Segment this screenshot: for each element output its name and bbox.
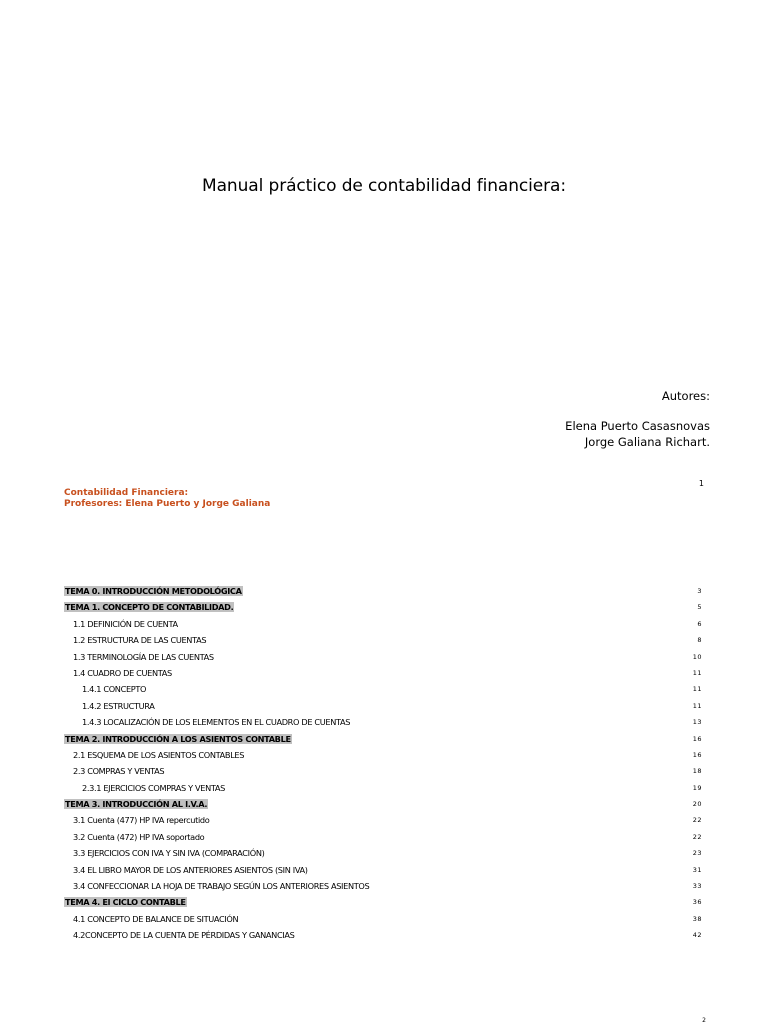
toc-entry-title: 4.2CONCEPTO DE LA CUENTA DE PÉRDIDAS Y GANANCIAS [73,930,295,941]
author-name: Elena Puerto Casasnovas [565,419,710,433]
toc-entry-page: 22 [692,832,702,841]
toc-entry-title: 1.4.1 CONCEPTO [82,684,147,695]
toc-entry-title: 3.4 EL LIBRO MAYOR DE LOS ANTERIORES ASIENTOS (SIN IVA) [73,864,308,875]
toc-entry-title: 1.4.3 LOCALIZACIÓN DE LOS ELEMENTOS EN EL CUADRO DE CUENTAS [82,717,351,728]
toc-entry[interactable] [64,797,704,813]
toc-entry[interactable] [64,879,704,895]
document-title: Manual práctico de contabilidad financiera: [202,176,566,196]
toc-entry[interactable] [64,863,704,879]
toc-entry-page: 36 [692,898,702,907]
toc-entry[interactable] [64,617,704,633]
toc-entry-page: 11 [692,668,702,677]
toc-entry-page: 22 [692,816,702,825]
toc-entry[interactable] [64,600,704,616]
toc-entry-title: TEMA 3. INTRODUCCIÓN AL I.V.A. [65,799,208,810]
page-number: 1 [698,479,704,488]
toc-entry-page: 33 [692,882,702,891]
toc-entry-title: TEMA 0. INTRODUCCIÓN METODOLÓGICA [65,586,242,596]
toc-entry[interactable] [64,584,704,600]
running-header [64,488,270,510]
toc-entry[interactable] [64,928,704,944]
toc-entry-title: 2.1 ESQUEMA DE LOS ASIENTOS CONTABLES [73,749,245,760]
toc-entry-title: 1.2 ESTRUCTURA DE LAS CUENTAS [73,635,207,646]
author-name: Jorge Galiana Richart. [584,435,710,449]
toc-entry-title: 1.3 TERMINOLOGÍA DE LAS CUENTAS [73,651,214,662]
toc-entry-page: 38 [692,914,702,923]
toc-entry-page: 18 [692,767,702,776]
toc-entry-page: 11 [692,685,702,694]
toc-entry-page: 5 [697,603,702,612]
toc-entry-title: 1.4 CUADRO DE CUENTAS [73,667,172,678]
toc-entry-title: 2.3 COMPRAS Y VENTAS [73,766,165,777]
cover-page [0,0,768,478]
toc-entry-page: 3 [697,587,702,595]
toc-entry-title: 1.4.2 ESTRUCTURA [82,700,155,711]
toc-entry-page: 6 [697,619,702,628]
table-of-contents [64,584,704,945]
toc-entry[interactable] [64,650,704,666]
toc-entry[interactable] [64,732,704,748]
toc-entry-title: 2.3.1 EJERCICIOS COMPRAS Y VENTAS [82,782,226,793]
toc-entry-page: 23 [692,849,702,858]
toc-entry[interactable] [64,682,704,698]
toc-entry-title: 3.4 CONFECCIONAR LA HOJA DE TRABAJO SEGÚN LOS ANTERIORES ASIENTOS [73,881,370,892]
page-number-fragment: 2 [702,1017,706,1024]
toc-entry-page: 13 [692,718,702,727]
authors-block [565,388,710,450]
toc-entry[interactable] [64,764,704,780]
toc-entry-title: 1.1 DEFINICIÓN DE CUENTA [73,618,178,629]
toc-entry[interactable] [64,748,704,764]
toc-entry-page: 20 [692,800,702,809]
toc-entry-title: 3.2 Cuenta (472) HP IVA soportado [73,831,205,842]
toc-entry-page: 42 [692,931,702,940]
toc-entry[interactable] [64,846,704,862]
toc-entry-page: 11 [692,701,702,710]
toc-entry-page: 8 [697,636,702,645]
toc-entry-title: 3.1 Cuenta (477) HP IVA repercutido [73,815,210,826]
header-course: Contabilidad Financiera: [64,488,189,498]
toc-entry[interactable] [64,633,704,649]
toc-entry[interactable] [64,699,704,715]
toc-entry-title: TEMA 2. INTRODUCCIÓN A LOS ASIENTOS CONTABLE [65,733,291,744]
toc-entry[interactable] [64,666,704,682]
authors-label: Autores: [661,389,710,403]
toc-entry-page: 19 [692,783,702,792]
toc-entry[interactable] [64,715,704,731]
toc-entry-page: 31 [692,865,702,874]
toc-entry[interactable] [64,830,704,846]
toc-entry-page: 16 [692,750,702,759]
toc-entry[interactable] [64,813,704,829]
toc-entry-page: 16 [692,734,702,743]
toc-entry[interactable] [64,895,704,911]
toc-entry-title: TEMA 4. El CICLO CONTABLE [65,897,186,908]
toc-entry-title: TEMA 1. CONCEPTO DE CONTABILIDAD. [65,602,234,613]
header-professors: Profesores: Elena Puerto y Jorge Galiana [64,499,271,509]
toc-entry[interactable] [64,912,704,928]
toc-entry-title: 3.3 EJERCICIOS CON IVA Y SIN IVA (COMPARACIÓN) [73,848,265,859]
toc-entry-page: 10 [692,652,702,661]
toc-entry[interactable] [64,781,704,797]
toc-entry-title: 4.1 CONCEPTO DE BALANCE DE SITUACIÓN [73,913,239,924]
